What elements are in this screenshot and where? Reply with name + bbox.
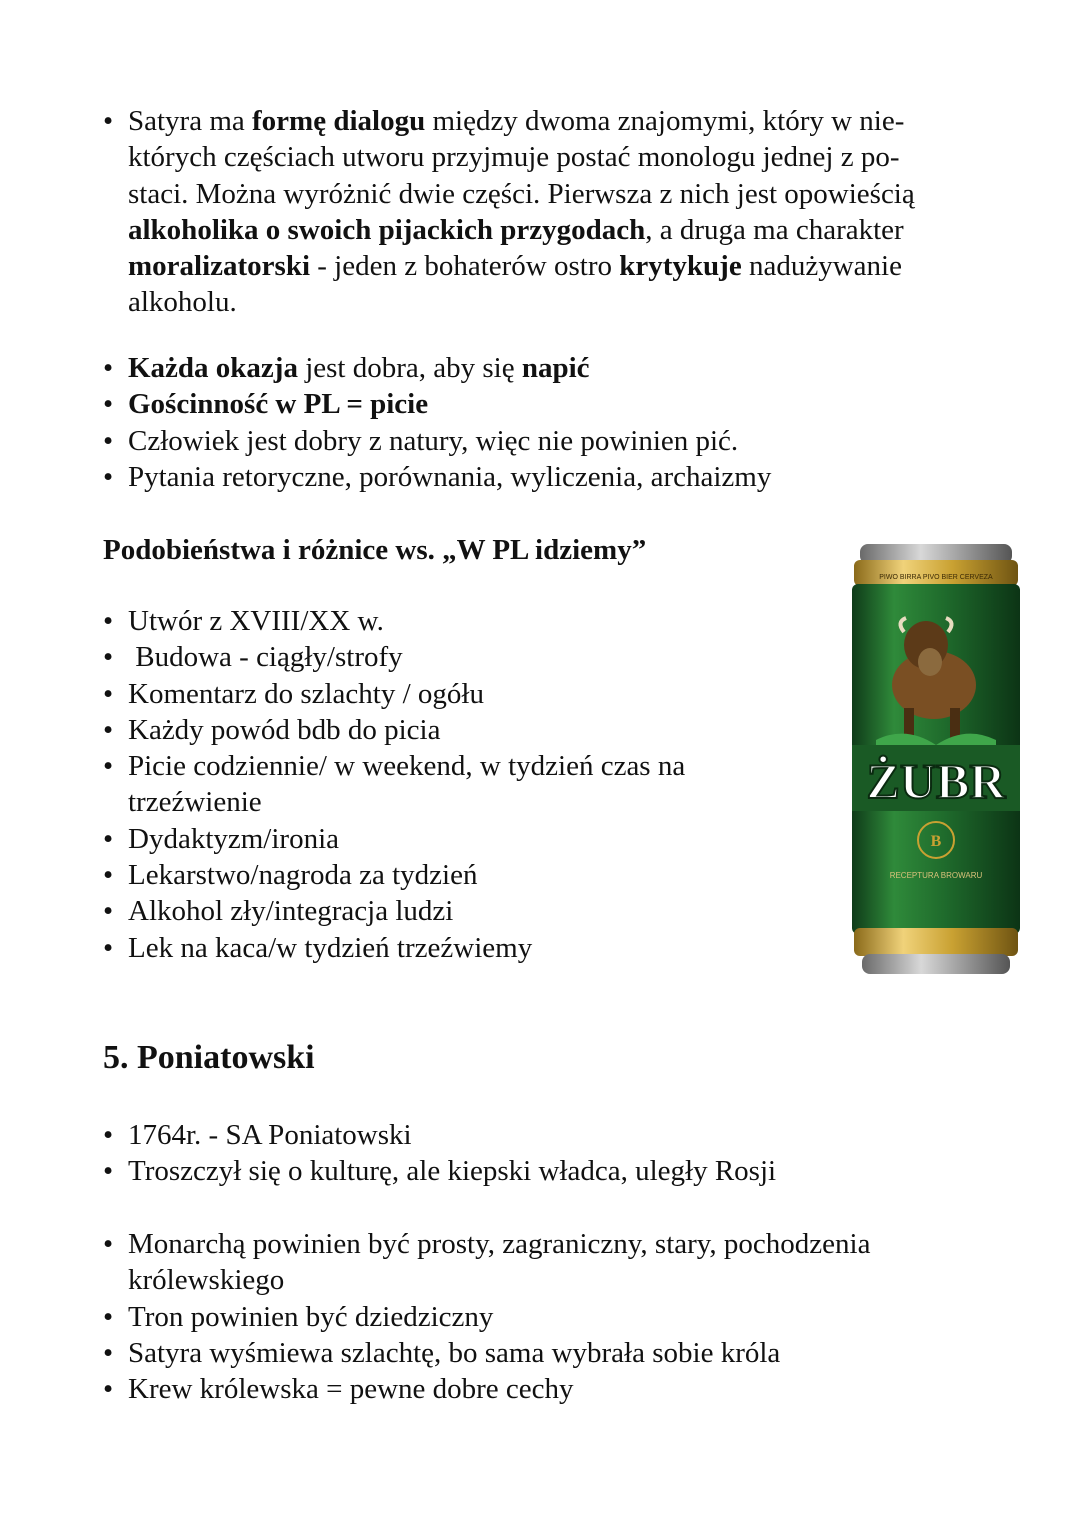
list-item: • Każda okazja jest dobra, aby się napić xyxy=(103,350,863,386)
themes-list xyxy=(103,350,863,495)
list-item: • Tron powinien być dziedziczny xyxy=(103,1299,973,1335)
poniatowski-satire-list xyxy=(103,1226,973,1407)
list-item: • Człowiek jest dobry z natury, więc nie powinien pić. xyxy=(103,423,863,459)
list-item: • Lek na kaca/w tydzień trzeźwiemy xyxy=(103,930,803,966)
intro-bullet: • Satyra ma formę dialogu między dwoma znajomymi, który w nie- których częściach utworu przyjmuje postać monologu jednej z po- staci. Można wyróżnić dwie części. Pierwsza z nich jest opowieścią alkoholika o swoich pijackich przygodach, a druga ma charakter moralizatorski - jeden z bohaterów ostro krytykuje nadużywanie alkoholu. xyxy=(103,103,983,321)
list-item: • Utwór z XVIII/XX w. xyxy=(103,603,803,639)
can-mid-ring-text: RECEPTURA BROWARU xyxy=(889,871,983,880)
list-item: • Lekarstwo/nagroda za tydzień xyxy=(103,857,803,893)
section-heading-poniatowski: 5. Poniatowski xyxy=(103,1039,315,1076)
list-item: • Troszczył się o kulturę, ale kiepski władca, uległy Rosji xyxy=(103,1153,973,1189)
can-brand-text: ŻUBR xyxy=(866,753,1006,809)
beer-can-image xyxy=(846,540,1026,982)
list-item: • Gościnność w PL = picie xyxy=(103,386,863,422)
list-item: • Monarchą powinien być prosty, zagraniczny, stary, pochodzenia królewskiego xyxy=(103,1226,973,1299)
list-item: • Komentarz do szlachty / ogółu xyxy=(103,676,803,712)
intro-list xyxy=(103,103,983,321)
list-item: • Alkohol zły/integracja ludzi xyxy=(103,893,803,929)
can-bottom-rim xyxy=(862,954,1010,974)
list-item: • Krew królewska = pewne dobre cechy xyxy=(103,1371,973,1407)
can-top-band xyxy=(854,560,1018,586)
list-item: • Dydaktyzm/ironia xyxy=(103,821,803,857)
crest-letter: B xyxy=(930,833,942,850)
list-item: • Pytania retoryczne, porównania, wyliczenia, archaizmy xyxy=(103,459,863,495)
comparison-list xyxy=(103,603,803,966)
list-item: • Budowa - ciągły/strofy xyxy=(103,639,803,675)
list-item: • 1764r. - SA Poniatowski xyxy=(103,1117,973,1153)
can-bottom-band xyxy=(854,928,1018,956)
comparison-heading: Podobieństwa i różnice ws. „W PL idziemy” xyxy=(103,534,647,566)
list-item: • Picie codziennie/ w weekend, w tydzień czas na trzeźwienie xyxy=(103,748,803,821)
poniatowski-facts-list xyxy=(103,1117,973,1190)
list-item: • Każdy powód bdb do picia xyxy=(103,712,803,748)
list-item: • Satyra wyśmiewa szlachtę, bo sama wybrała sobie króla xyxy=(103,1335,973,1371)
can-top-ring-text: PIWO BIRRA PIVO BIER CERVEZA xyxy=(879,574,993,581)
